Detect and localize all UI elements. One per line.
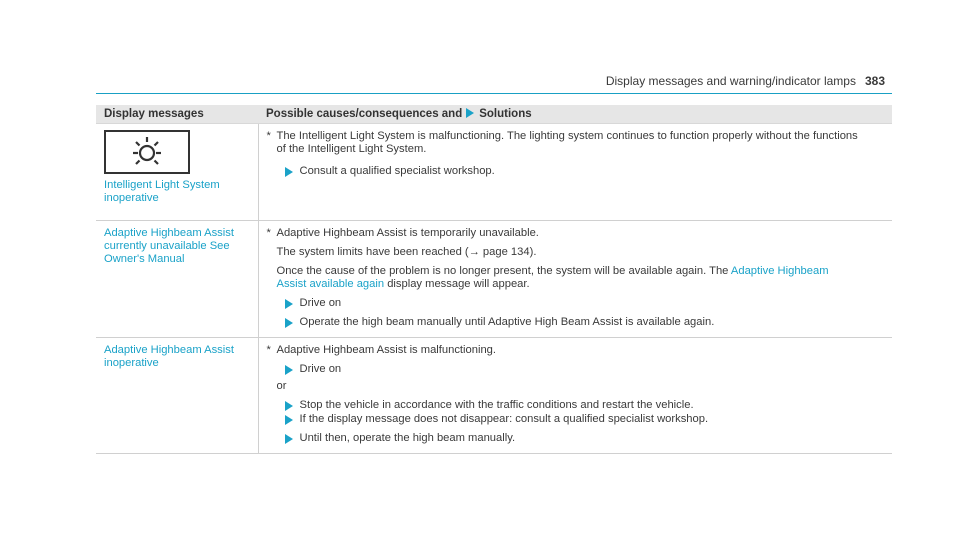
message-line: inoperative	[104, 357, 159, 369]
table-row	[96, 124, 892, 221]
message-cell	[96, 124, 258, 221]
cause-cell	[258, 124, 892, 221]
message-line: Owner's Manual	[104, 253, 185, 265]
cause-cell	[258, 221, 892, 338]
solution-step	[267, 432, 885, 445]
header-display-messages: Display messages	[96, 105, 258, 124]
step-text: Operate the high beam manually until Adaptive High Beam Assist is available again.	[299, 316, 715, 328]
solution-step	[267, 363, 885, 376]
solution-step	[267, 399, 885, 412]
message-line: inoperative	[104, 192, 159, 204]
explanation-part: Once the cause of the problem is no longer present, the system will be available again. The	[276, 265, 731, 277]
page-number: 383	[864, 74, 885, 88]
message-line: Adaptive Highbeam Assist	[104, 344, 234, 356]
solutions-arrow-icon	[466, 108, 474, 118]
cause-line: The Intelligent Light System is malfunctioning. The lighting system continues to function properly without the functions	[276, 130, 858, 142]
step-text: Until then, operate the high beam manually.	[299, 432, 516, 444]
step-text: Drive on	[299, 363, 342, 375]
cause-line: Adaptive Highbeam Assist is malfunctioning.	[276, 344, 497, 356]
footnote-star: *	[266, 130, 271, 142]
message-line: Intelligent Light System	[104, 179, 220, 191]
table-row	[96, 338, 892, 454]
message-line: currently unavailable See	[104, 240, 230, 252]
cause-text	[267, 344, 885, 357]
page-reference-link[interactable]: page 134).	[479, 246, 537, 258]
display-messages-table	[96, 105, 892, 454]
header-rule	[96, 93, 892, 94]
cause-cell	[258, 338, 892, 454]
step-text: Stop the vehicle in accordance with the traffic conditions and restart the vehicle.	[299, 399, 694, 411]
solution-step	[267, 413, 885, 426]
step-text: Consult a qualified specialist workshop.	[299, 165, 495, 177]
page-ref-arrow-icon: →	[468, 246, 480, 258]
step-text: If the display message does not disappear: consult a qualified specialist workshop.	[299, 413, 709, 425]
step-arrow-icon	[285, 434, 293, 444]
cause-line: Adaptive Highbeam Assist is temporarily unavailable.	[276, 227, 539, 239]
explanation-part: display message will appear.	[384, 278, 530, 290]
cause-text	[267, 130, 885, 156]
footnote-star: *	[266, 344, 271, 356]
step-arrow-icon	[285, 167, 293, 177]
step-arrow-icon	[285, 415, 293, 425]
step-text: Drive on	[299, 297, 342, 309]
message-line: Adaptive Highbeam Assist	[104, 227, 234, 239]
solution-step	[267, 316, 885, 329]
message-reference: Adaptive Highbeam	[730, 265, 829, 277]
table-header-row	[96, 105, 892, 124]
table-row	[96, 221, 892, 338]
solution-step	[267, 297, 885, 310]
footnote-star: *	[266, 227, 271, 239]
step-arrow-icon	[285, 401, 293, 411]
running-head-title: Display messages and warning/indicator lamps	[605, 74, 856, 88]
step-arrow-icon	[285, 299, 293, 309]
explanation-part: The system limits have been reached (	[276, 246, 469, 258]
header-causes-solutions	[258, 105, 892, 124]
or-separator: or	[276, 380, 287, 392]
explanation-text	[277, 246, 885, 259]
light-bulb-icon	[104, 130, 190, 174]
header-solutions-label: Solutions	[479, 107, 532, 120]
cause-text	[267, 227, 885, 291]
explanation-text	[277, 265, 885, 291]
message-reference: Assist available again	[276, 278, 385, 290]
header-causes-label: Possible causes/consequences and	[266, 107, 463, 120]
step-arrow-icon	[285, 365, 293, 375]
running-head	[606, 74, 885, 88]
step-arrow-icon	[285, 318, 293, 328]
solution-step	[267, 165, 885, 178]
message-cell	[96, 221, 258, 338]
message-cell	[96, 338, 258, 454]
cause-line: of the Intelligent Light System.	[276, 143, 427, 155]
